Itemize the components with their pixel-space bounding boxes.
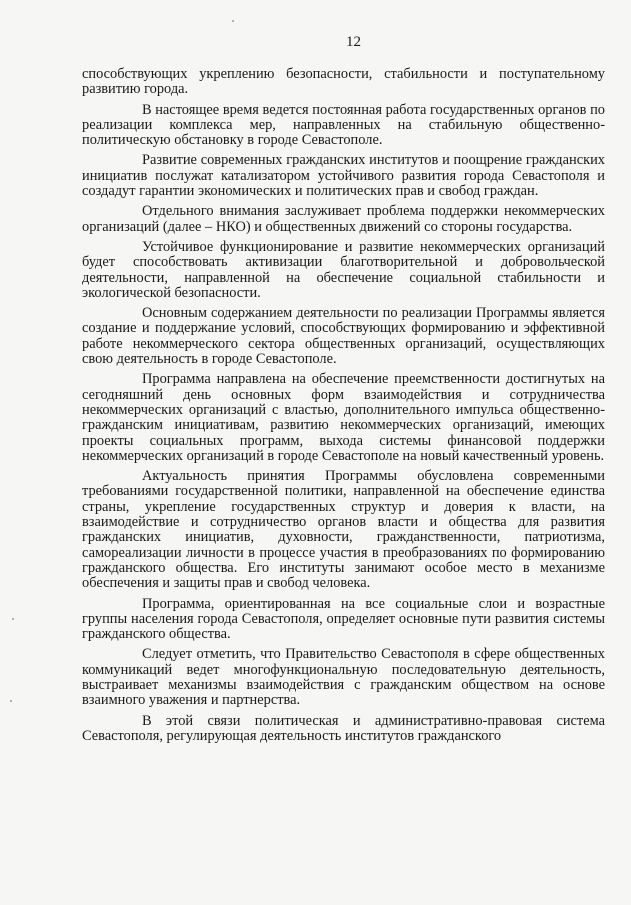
- paragraph: Актуальность принятия Программы обусловлена современными требованиями государственной политики, направленной на обеспечение единства страны, укрепление государственных структур и доверия к власти, на взаимодействие и сотрудничество органов власти и общества для развития гражданских инициатив, духовности, гражданственности, патриотизма, самореализации личности в процессе участия в преобразованиях по формированию гражданского общества. Его институты занимают особое место в механизме обеспечения и защиты прав и свобод человека.: [82, 468, 605, 592]
- paragraph: Устойчивое функционирование и развитие некоммерческих организаций будет способствовать активизации благотворительной и добровольческой деятельности, направленной на обеспечение социальной стабильности и экологической безопасности.: [82, 238, 605, 301]
- scan-speck: [232, 20, 234, 22]
- paragraph: Отдельного внимания заслуживает проблема поддержки некоммерческих организаций (далее – НКО) и общественных движений со стороны государства.: [82, 203, 605, 235]
- paragraph: Основным содержанием деятельности по реализации Программы является создание и поддержание условий, способствующих формированию и эффективной работе некоммерческого сектора общественных организаций, осуществляющих свою деятельность в городе Севастополе.: [82, 305, 605, 368]
- paragraph: Развитие современных гражданских институтов и поощрение гражданских инициатив послужат катализатором устойчивого развития города Севастополя и создадут гарантии экономических и политических прав и свобод граждан.: [82, 152, 605, 200]
- paragraph: В этой связи политическая и административно-правовая система Севастополя, регулирующая деятельность институтов гражданского: [82, 712, 605, 744]
- scan-speck: [12, 618, 14, 620]
- scan-speck: [10, 700, 12, 702]
- paragraph: способствующих укреплению безопасности, стабильности и поступательному развитию города.: [82, 66, 605, 98]
- paragraph: Программа, ориентированная на все социальные слои и возрастные группы населения города Севастополя, определяет основные пути развития системы гражданского общества.: [82, 595, 605, 643]
- paragraph: В настоящее время ведется постоянная работа государственных органов по реализации комплекса мер, направленных на стабильную общественно-политическую обстановку в городе Севастополе.: [82, 101, 605, 149]
- paragraph: Следует отметить, что Правительство Севастополя в сфере общественных коммуникаций ведет многофункциональную последовательную деятельность, выстраивает механизмы взаимодействия с гражданским обществом на основе взаимного уважения и партнерства.: [82, 646, 605, 709]
- page-number: 12: [346, 34, 361, 50]
- paragraph: Программа направлена на обеспечение преемственности достигнутых на сегодняшний день основных форм взаимодействия и сотрудничества некоммерческих организаций с властью, дополнительного импульса общественно-гражданским инициативам, развитию некоммерческих организаций, имеющих проекты социальных программ, выхода системы финансовой поддержки некоммерческих организаций в городе Севастополе на новый качественный уровень.: [82, 371, 605, 464]
